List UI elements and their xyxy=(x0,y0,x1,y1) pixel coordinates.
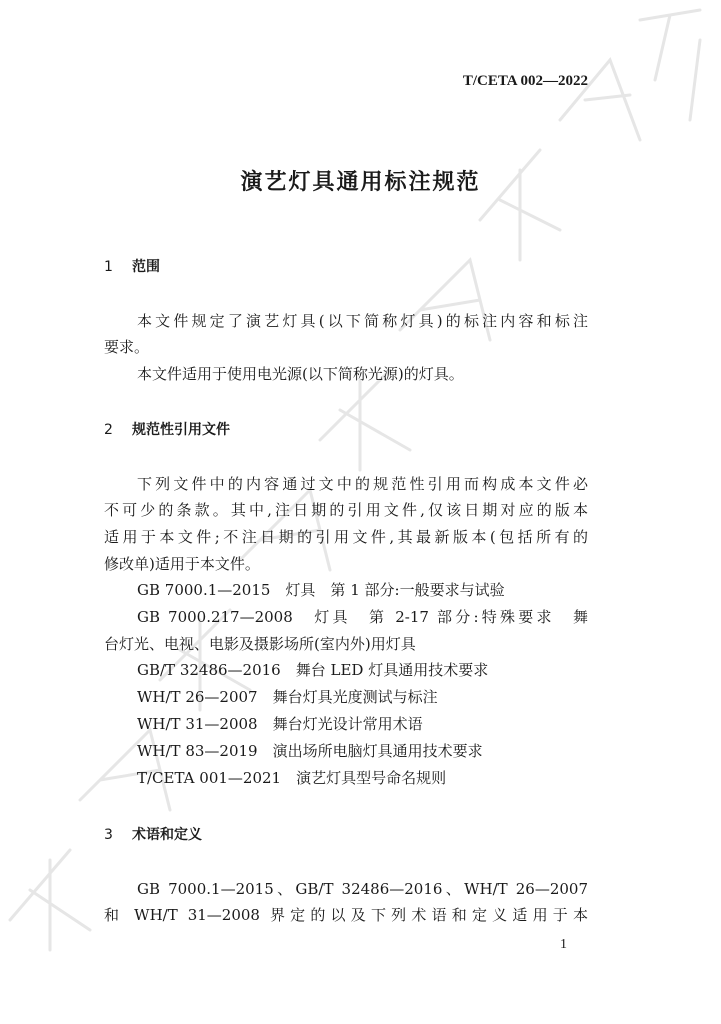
document-title: 演艺灯具通用标注规范 xyxy=(240,170,481,195)
section-number: 2 xyxy=(104,422,113,438)
reference-item: GB/T 32486—2016 舞台 LED 灯具通用技术要求 xyxy=(137,661,489,679)
section-title: 范围 xyxy=(132,259,160,275)
paragraph-line: 要求。 xyxy=(104,338,150,356)
paragraph-line: 和 WH/T 31—2008 界定的以及下列术语和定义适用于本 xyxy=(104,906,588,924)
section-1-heading xyxy=(104,256,160,276)
paragraph-line: 本文件规定了演艺灯具(以下简称灯具)的标注内容和标注 xyxy=(137,312,588,330)
paragraph-line: 适用于本文件;不注日期的引用文件,其最新版本(包括所有的 xyxy=(104,528,588,546)
section-2-heading xyxy=(104,419,230,439)
section-title: 术语和定义 xyxy=(132,827,202,843)
reference-item: WH/T 26—2007 舞台灯具光度测试与标注 xyxy=(137,688,438,706)
page-number: 1 xyxy=(560,937,567,952)
section-title: 规范性引用文件 xyxy=(132,422,230,438)
reference-item: GB 7000.1—2015 灯具 第 1 部分:一般要求与试验 xyxy=(137,581,505,599)
paragraph-line: 本文件适用于使用电光源(以下简称光源)的灯具。 xyxy=(137,365,464,383)
document-code: T/CETA 002—2022 xyxy=(462,73,588,89)
reference-item: GB 7000.217—2008 灯具 第 2-17 部分:特殊要求 舞 xyxy=(137,608,588,626)
paragraph-line: 不可少的条款。其中,注日期的引用文件,仅该日期对应的版本 xyxy=(104,501,588,519)
section-number: 3 xyxy=(104,827,113,843)
reference-item-continued: 台灯光、电视、电影及摄影场所(室内外)用灯具 xyxy=(104,635,416,653)
reference-item: WH/T 31—2008 舞台灯光设计常用术语 xyxy=(137,715,423,733)
paragraph-line: 修改单)适用于本文件。 xyxy=(104,555,260,573)
paragraph-line: 下列文件中的内容通过文中的规范性引用而构成本文件必 xyxy=(137,475,588,493)
paragraph-line: GB 7000.1—2015、GB/T 32486—2016、WH/T 26—2007 xyxy=(137,880,588,898)
section-3-heading xyxy=(104,824,202,844)
reference-item: T/CETA 001—2021 演艺灯具型号命名规则 xyxy=(137,769,447,787)
section-number: 1 xyxy=(104,259,113,275)
reference-item: WH/T 83—2019 演出场所电脑灯具通用技术要求 xyxy=(137,742,483,760)
